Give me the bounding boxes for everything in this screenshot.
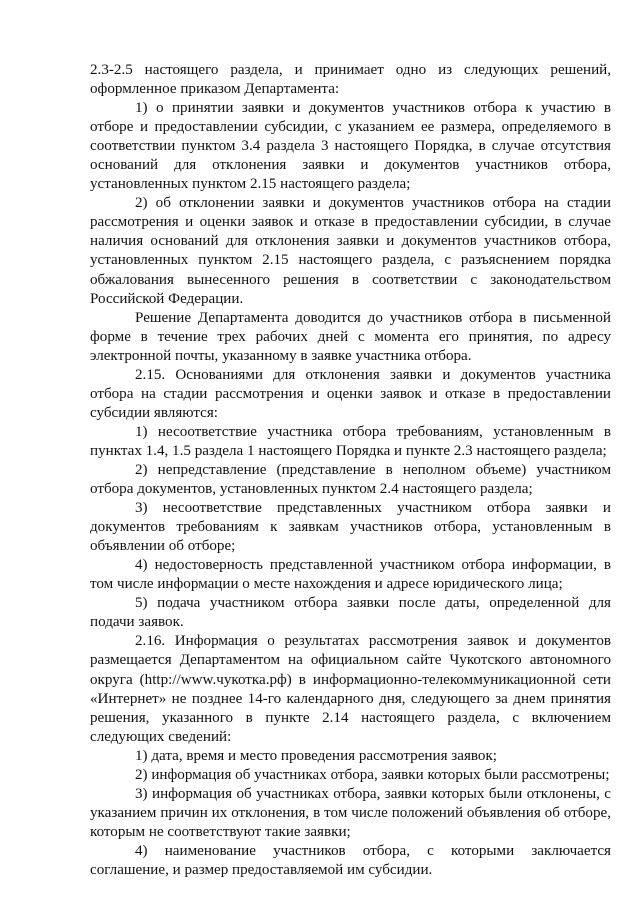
paragraph-info-4: 4) наименование участников отбора, с которыми заключается соглашение, и размер предоставляемой им субсидии. xyxy=(90,842,611,878)
paragraph-info-2: 2) информация об участниках отбора, заявки которых были рассмотрены; xyxy=(135,766,610,783)
paragraph-ground-4: 4) недостоверность представленной участником отбора информации, в том числе информации о месте нахождения и адресе юридического лица; xyxy=(90,557,611,593)
paragraph-ground-3: 3) несоответствие представленных участником отбора заявки и документов требованиям к заявкам участников отбора, установленным в объявлении об отборе; xyxy=(90,500,611,555)
paragraph-item-accept: 1) о принятии заявки и документов участников отбора к участию в отборе и предоставлении субсидии, с указанием ее размера, определяемого в соответствии пунктом 3.4 раздела 3 настоящего Порядка, в случае отсутствия оснований для отклонения заявки и документов участников отбора, установленных пунктом 2.15 настоящего раздела; xyxy=(90,100,611,193)
paragraph-item-reject: 2) об отклонении заявки и документов участников отбора на стадии рассмотрения и оценки заявок и отказе в предоставлении субсидии, в случае наличия оснований для отклонения заявки и документов участников отбора, установленных пунктом 2.15 настоящего раздела, с разъяснением порядка обжалования вынесенного решения в соответствии с законодательством Российской Федерации. xyxy=(90,195,611,307)
paragraph-section-2-16: 2.16. Информация о результатах рассмотрения заявок и документов размещается Департаментом на официальном сайте Чукотского автономного округа (http://www.чукотка.рф) в информационно-телекоммуникационной сети «Интернет» не позднее 14-го календарного дня, следующего за днем принятия решения, указанного в пункте 2.14 настоящего раздела, с включением следующих сведений: xyxy=(90,633,611,745)
paragraph-decision-notice: Решение Департамента доводится до участников отбора в письменной форме в течение трех рабочих дней с момента его принятия, по адресу электронной почты, указанному в заявке участника отбора. xyxy=(90,309,611,364)
paragraph-ground-2: 2) непредставление (представление в неполном объеме) участником отбора документов, установленных пунктом 2.4 настоящего раздела; xyxy=(90,461,611,498)
paragraph-section-2-15: 2.15. Основаниями для отклонения заявки и документов участника отбора на стадии рассмотрения и оценки заявок и отказе в предоставлении субсидии являются: xyxy=(90,366,611,421)
paragraph-ground-5: 5) подача участником отбора заявки после даты, определенной для подачи заявок. xyxy=(90,595,611,631)
paragraph-ground-1: 1) несоответствие участника отбора требованиям, установленным в пунктах 1.4, 1.5 раздела 1 настоящего Порядка и пункте 2.3 настоящего раздела; xyxy=(90,423,611,459)
paragraph-info-1: 1) дата, время и место проведения рассмотрения заявок; xyxy=(135,747,497,764)
paragraph-info-3: 3) информация об участниках отбора, заявки которых были отклонены, с указанием причин их отклонения, в том числе положений объявления об отборе, которым не соответствуют такие заявки; xyxy=(90,785,611,840)
paragraph-continuation: 2.3-2.5 настоящего раздела, и принимает одно из следующих решений, оформленное приказом Департамента: xyxy=(90,62,611,98)
document-page xyxy=(90,61,611,880)
